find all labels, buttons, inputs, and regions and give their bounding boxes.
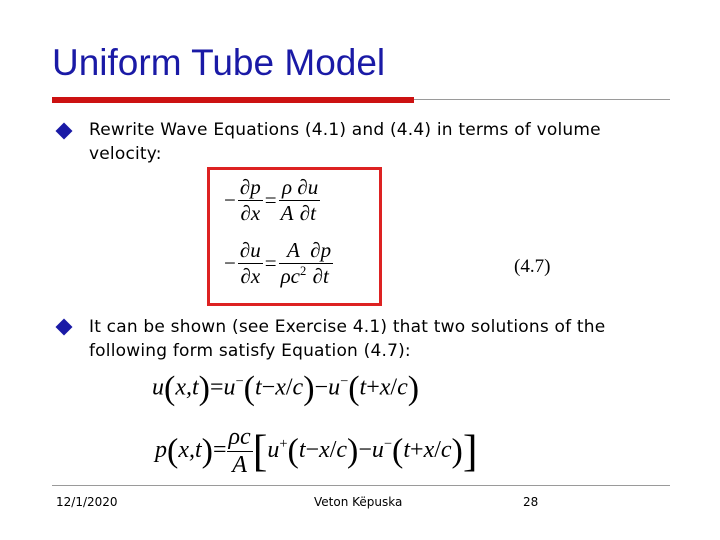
bullet-text: Rewrite Wave Equations (4.1) and (4.4) in terms of volume velocity:	[89, 120, 601, 164]
title-rule-line	[414, 99, 670, 100]
footer-rule	[52, 485, 670, 486]
equation-dp-dx: − $\frac{\partial p}{\partial x}$ = $\frac{\rho}{A}$ $\frac{\partial u}{\partial t}$	[224, 175, 319, 225]
slide-title: Uniform Tube Model	[52, 42, 386, 83]
equation-number: (4.7)	[514, 256, 551, 277]
footer-author: Veton Këpuska	[314, 495, 403, 509]
page-number: 28	[523, 495, 539, 509]
title-rule-accent	[52, 97, 414, 103]
equation-du-dx: − $\frac{\partial u}{\partial x}$ = $\frac{A}{\rho c^2}$ $\frac{\partial p}{\partial t}$	[224, 238, 332, 288]
footer-date: 12/1/2020	[56, 495, 118, 509]
bullet-diamond-icon	[56, 319, 73, 336]
bullet-text: It can be shown (see Exercise 4.1) that two solutions of the following form satisfy Equation (4.7):	[89, 317, 606, 361]
bullet-diamond-icon	[56, 123, 73, 140]
equation-p-solution: p(x,t)= $\frac{\rho c}{A}$ [u+(t−x/c)−u−(t+x/c)]	[155, 424, 478, 478]
equation-u-solution: u(x,t)=u−(t−x/c)−u−(t+x/c)	[152, 370, 420, 407]
